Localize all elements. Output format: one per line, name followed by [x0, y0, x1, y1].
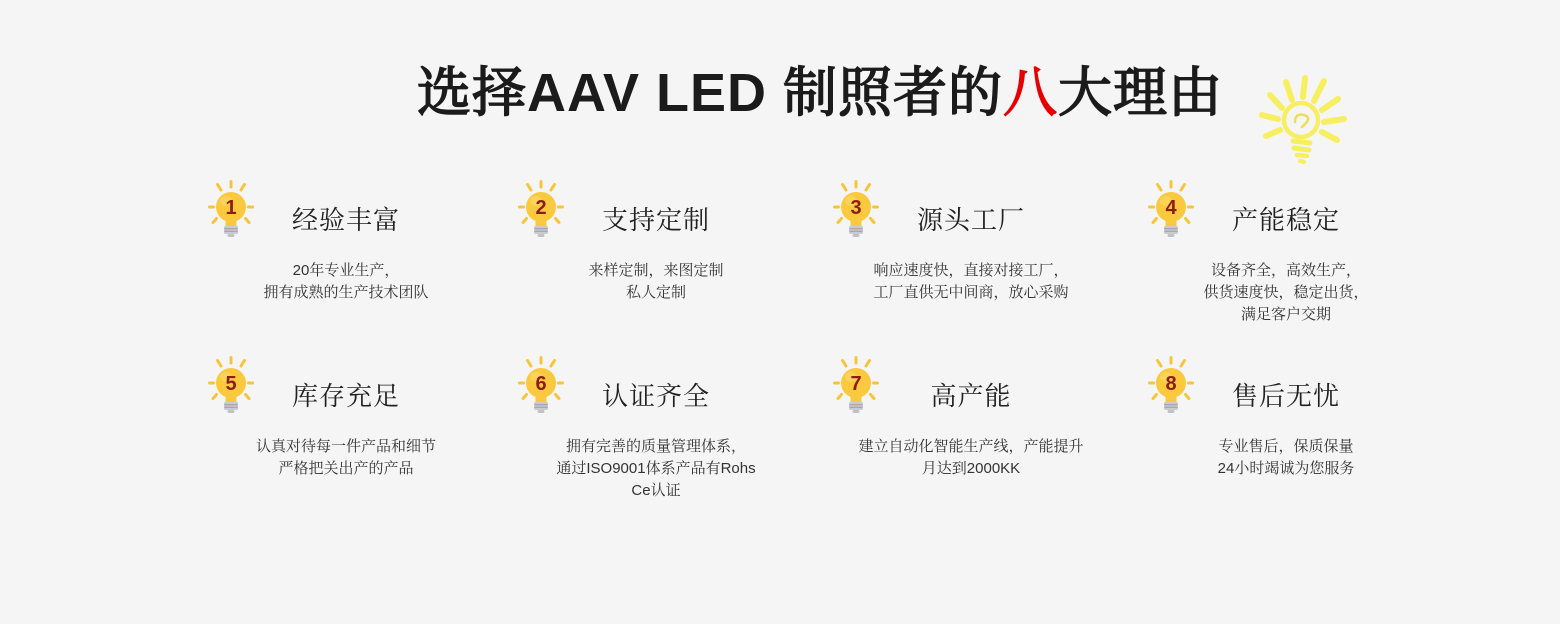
reason-item: [1126, 180, 1446, 326]
reason-description: [811, 436, 1131, 480]
reason-header: [1126, 180, 1446, 246]
page-title-highlight: 八: [1003, 63, 1058, 123]
reason-description-line: 工厂直供无中间商，放心采购: [873, 284, 1069, 301]
reason-header: [186, 180, 506, 246]
reason-header: [1126, 356, 1446, 422]
reason-description-line: 认真对待每一件产品和细节: [255, 438, 436, 455]
page-title-prefix: 选择AAV LED 制照者的: [416, 63, 1003, 123]
reason-description: [1126, 260, 1446, 326]
reason-description: [186, 260, 506, 304]
reason-description: [186, 436, 506, 480]
reason-title: 支持定制: [601, 205, 710, 235]
reason-description-line: 拥有完善的质量管理体系，: [565, 438, 746, 455]
reason-description-line: Ce认证: [631, 482, 681, 499]
reason-item: [811, 180, 1131, 304]
reason-header: [811, 356, 1131, 422]
reason-item: [1126, 356, 1446, 480]
reason-description-line: 来样定制，来图定制: [588, 262, 724, 279]
reason-description-line: 设备齐全，高效生产，: [1210, 262, 1361, 279]
reason-header: [186, 356, 506, 422]
reason-description: [496, 436, 816, 502]
reason-number: 3: [850, 197, 862, 219]
reason-description-line: 满足客户交期: [1240, 306, 1331, 323]
reason-item: [186, 356, 506, 480]
reason-title: 高产能: [930, 381, 1012, 411]
reason-description-line: 私人定制: [625, 284, 686, 301]
reason-description-line: 严格把关出产的产品: [278, 460, 414, 477]
reason-item: [496, 356, 816, 502]
reason-title: 库存充足: [291, 381, 400, 411]
reason-description: [496, 260, 816, 304]
reason-description-line: 专业售后，保质保量: [1218, 438, 1354, 455]
reason-header: [811, 180, 1131, 246]
reason-item: [811, 356, 1131, 480]
reason-description-line: 响应速度快，直接对接工厂，: [873, 262, 1069, 279]
reason-description-line: 24小时竭诚为您服务: [1217, 460, 1355, 477]
reason-number: 7: [850, 373, 862, 395]
reason-number: 1: [225, 197, 237, 219]
reason-title: 售后无忧: [1231, 381, 1340, 411]
reason-header: [496, 356, 816, 422]
reason-description-line: 通过ISO9001体系产品有Rohs: [556, 460, 756, 477]
reason-number: 8: [1165, 373, 1177, 395]
reason-item: [186, 180, 506, 304]
reason-number: 4: [1165, 197, 1177, 219]
reason-description-line: 20年专业生产，: [292, 262, 400, 279]
reason-description-line: 供货速度快，稳定出货，: [1203, 284, 1369, 301]
reason-description-line: 拥有成熟的生产技术团队: [263, 284, 429, 301]
reason-title: 源头工厂: [916, 205, 1025, 235]
page-title-suffix: 大理由: [1058, 63, 1223, 123]
reason-number: 5: [225, 373, 237, 395]
reason-title: 经验丰富: [291, 205, 400, 235]
reason-description-line: 建立自动化智能生产线，产能提升: [858, 438, 1084, 455]
reason-title: 产能稳定: [1231, 205, 1340, 235]
lightbulb-doodle-icon: [1254, 70, 1354, 170]
reason-description: [1126, 436, 1446, 480]
reason-description-line: 月达到2000KK: [921, 460, 1021, 477]
reason-item: [496, 180, 816, 304]
reason-title: 认证齐全: [601, 381, 710, 411]
reason-number: 2: [535, 197, 547, 219]
reason-description: [811, 260, 1131, 304]
reason-number: 6: [535, 373, 547, 395]
reason-header: [496, 180, 816, 246]
